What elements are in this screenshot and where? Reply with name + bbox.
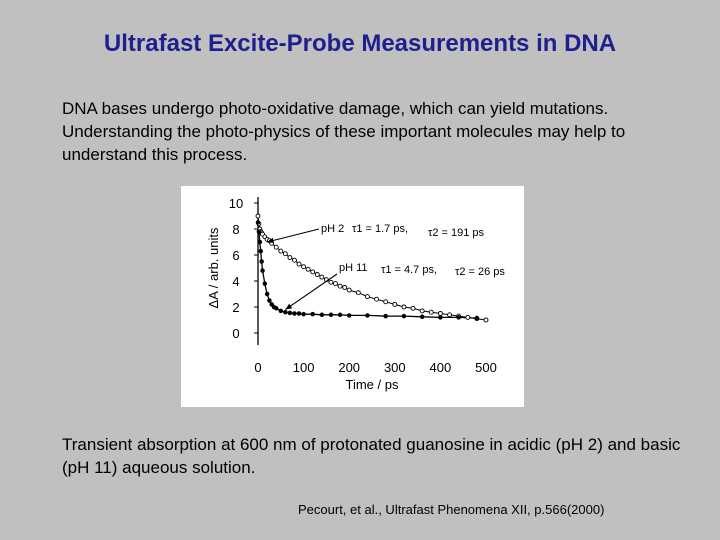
data-point-ph2 [484, 318, 488, 322]
arrow-ph2-shaft [267, 229, 319, 242]
figure-panel [181, 186, 524, 407]
transient-absorption-chart [181, 186, 524, 407]
arrow-ph11-head [285, 304, 292, 310]
data-point-ph2 [429, 310, 433, 314]
data-point-ph11 [261, 269, 265, 273]
arrow-ph11-shaft [285, 274, 337, 310]
data-point-ph2 [256, 214, 260, 218]
data-point-ph2 [375, 297, 379, 301]
data-point-ph2 [302, 265, 306, 269]
data-point-ph2 [448, 313, 452, 317]
data-point-ph11 [258, 240, 262, 244]
x-tick-label: 300 [383, 360, 406, 375]
data-point-ph2 [356, 291, 360, 295]
data-point-ph2 [365, 295, 369, 299]
y-tick-label: 2 [232, 300, 240, 315]
data-point-ph2 [320, 275, 324, 279]
data-point-ph2 [438, 312, 442, 316]
data-point-ph11 [384, 314, 388, 318]
data-point-ph2 [329, 280, 333, 284]
data-point-ph11 [297, 312, 301, 316]
data-point-ph2 [315, 273, 319, 277]
data-point-ph11 [284, 310, 288, 314]
data-point-ph11 [268, 299, 272, 303]
x-tick-label: 400 [429, 360, 452, 375]
data-point-ph2 [384, 300, 388, 304]
data-point-ph11 [302, 312, 306, 316]
data-point-ph2 [279, 249, 283, 253]
data-point-ph2 [420, 309, 424, 313]
data-point-ph2 [283, 252, 287, 256]
data-point-ph11 [259, 249, 263, 253]
x-tick-label: 200 [338, 360, 361, 375]
y-tick-label: 6 [232, 248, 240, 263]
data-point-ph2 [311, 270, 315, 274]
data-point-ph11 [265, 292, 269, 296]
series-tau2-ph2: τ2 = 191 ps [428, 227, 485, 239]
data-point-ph2 [306, 267, 310, 271]
data-point-ph2 [292, 258, 296, 262]
data-point-ph2 [338, 284, 342, 288]
x-tick-label: 500 [475, 360, 497, 375]
data-point-ph2 [274, 245, 278, 249]
data-point-ph11 [311, 312, 315, 316]
data-point-ph11 [257, 230, 261, 234]
y-tick-label: 0 [232, 326, 240, 341]
x-axis-label: Time / ps [345, 377, 399, 392]
data-point-ph11 [256, 221, 260, 225]
data-point-ph11 [288, 311, 292, 315]
x-tick-label: 0 [254, 360, 262, 375]
series-label-ph2: pH 2 [321, 223, 345, 235]
data-point-ph11 [457, 316, 461, 320]
figure-caption: Transient absorption at 600 nm of protonated guanosine in acidic (pH 2) and basic (pH 11) aqueous solution. [62, 435, 681, 477]
data-point-ph11 [402, 314, 406, 318]
data-point-ph11 [279, 309, 283, 313]
data-point-ph11 [338, 313, 342, 317]
data-point-ph11 [263, 282, 267, 286]
data-point-ph11 [420, 315, 424, 319]
data-point-ph2 [297, 262, 301, 266]
series-tau1-ph2: τ1 = 1.7 ps, [352, 223, 409, 235]
y-tick-label: 10 [228, 196, 244, 211]
data-point-ph2 [393, 302, 397, 306]
data-point-ph2 [343, 286, 347, 290]
data-point-ph11 [293, 312, 297, 316]
y-tick-label: 8 [232, 222, 240, 237]
data-point-ph2 [347, 288, 351, 292]
data-point-ph11 [475, 316, 479, 320]
series-tau2-ph11: τ2 = 26 ps [455, 266, 505, 278]
series-label-ph11: pH 11 [339, 262, 368, 274]
y-tick-label: 4 [232, 274, 240, 289]
data-point-ph11 [366, 314, 370, 318]
citation: Pecourt, et al., Ultrafast Phenomena XII, p.566(2000) [298, 502, 605, 517]
data-point-ph2 [334, 282, 338, 286]
x-tick-label: 100 [292, 360, 315, 375]
intro-paragraph: DNA bases undergo photo-oxidative damage, which can yield mutations. Understanding the photo-physics of these important molecules may help to understand this process. [62, 99, 626, 164]
data-point-ph11 [320, 313, 324, 317]
data-point-ph11 [260, 260, 264, 264]
data-point-ph2 [466, 315, 470, 319]
y-axis-label: ΔA / arb. units [206, 227, 221, 309]
data-point-ph11 [329, 313, 333, 317]
series-tau1-ph11: τ1 = 4.7 ps, [381, 264, 438, 276]
data-point-ph11 [439, 316, 443, 320]
slide-title: Ultrafast Excite-Probe Measurements in DNA [103, 30, 617, 57]
data-point-ph11 [274, 307, 278, 311]
data-point-ph2 [411, 306, 415, 310]
data-point-ph2 [288, 256, 292, 260]
data-point-ph2 [402, 305, 406, 309]
data-point-ph11 [347, 314, 351, 318]
